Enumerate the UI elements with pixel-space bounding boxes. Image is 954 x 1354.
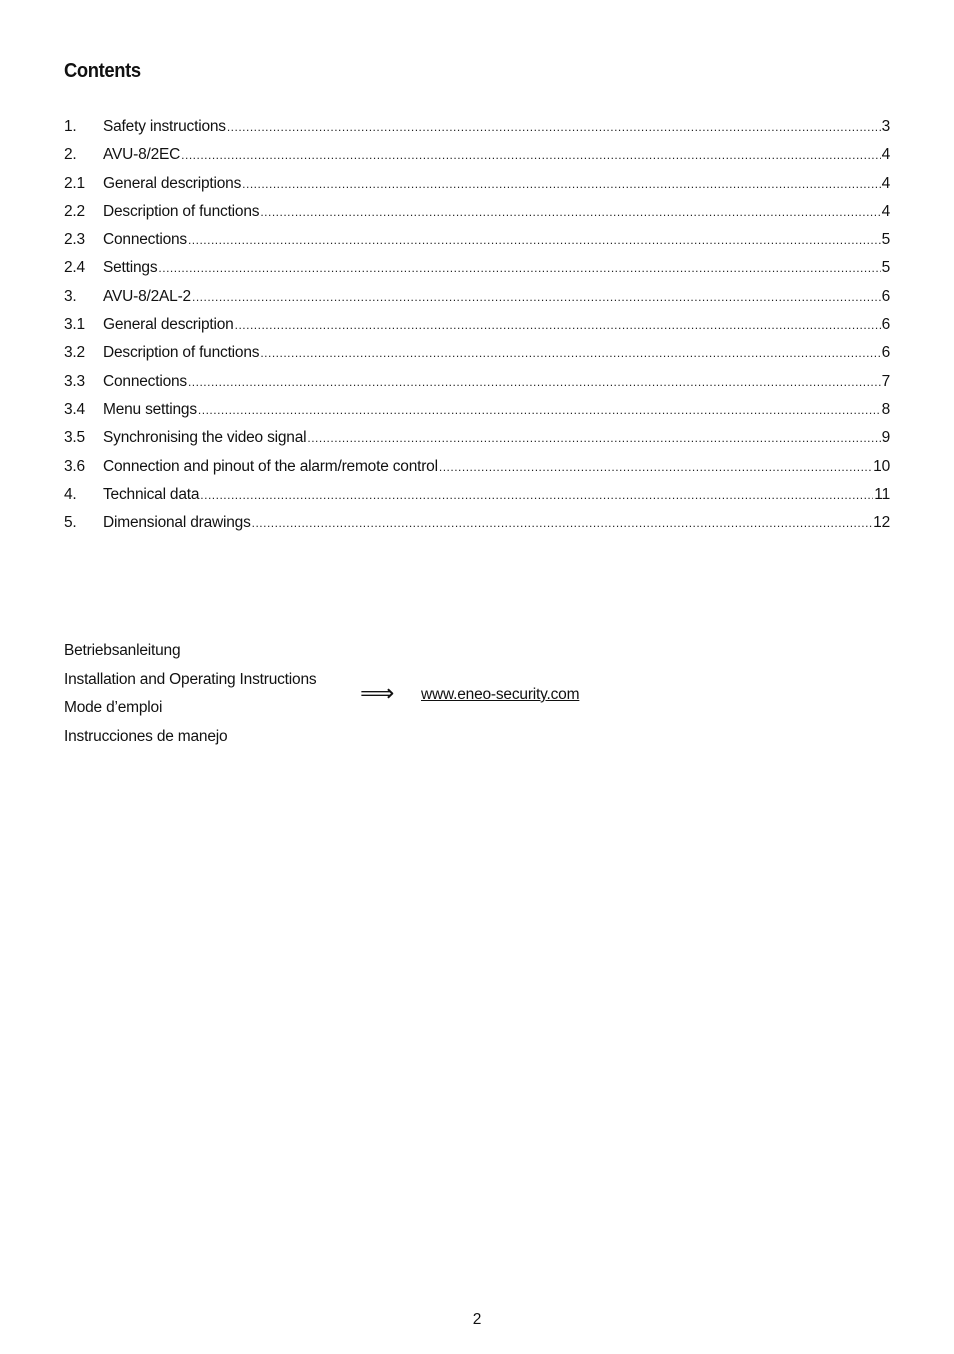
- toc-entry-number: 2.3: [64, 231, 85, 249]
- toc-entry-page: 6: [881, 344, 890, 362]
- page-title: Contents: [64, 60, 141, 82]
- toc-entry[interactable]: [64, 514, 890, 542]
- toc-entry-number: 3.1: [64, 316, 85, 334]
- toc-entry-page: 10: [873, 457, 890, 475]
- toc-entry-number: 3.3: [64, 372, 85, 390]
- toc-entry-number: 4.: [64, 485, 77, 503]
- dot-leader: [307, 431, 880, 445]
- toc-entry-number: 1.: [64, 118, 77, 135]
- toc-entry[interactable]: [64, 401, 890, 429]
- toc-entry-page: 12: [873, 514, 890, 532]
- toc-entry-title: Menu settings: [103, 400, 197, 418]
- toc-entry-title: Synchronising the video signal: [103, 429, 307, 447]
- right-arrow-icon: ⟹: [360, 680, 395, 707]
- manual-language-item: Installation and Operating Instructions: [64, 670, 317, 688]
- toc-entry[interactable]: [64, 486, 890, 514]
- manual-language-item: Instrucciones de manejo: [64, 727, 228, 745]
- dot-leader: [158, 261, 880, 275]
- toc-entry[interactable]: [64, 429, 890, 457]
- dot-leader: [235, 318, 881, 332]
- toc-entry-title: Technical data: [103, 485, 200, 503]
- toc-entry-title: Connection and pinout of the alarm/remote control: [103, 457, 438, 475]
- toc-entry-title: General description: [103, 316, 234, 334]
- toc-entry-title: General descriptions: [103, 174, 242, 192]
- toc-entry-page: 5: [881, 231, 890, 249]
- toc-entry[interactable]: [64, 175, 890, 203]
- website-link[interactable]: www.eneo-security.com: [421, 686, 580, 703]
- dot-leader: [227, 120, 881, 134]
- toc-entry-page: 3: [881, 118, 890, 135]
- toc-entry-title: Description of functions: [103, 202, 260, 220]
- table-of-contents: [64, 118, 890, 542]
- toc-entry[interactable]: [64, 458, 890, 486]
- toc-entry[interactable]: [64, 373, 890, 401]
- toc-entry-number: 5.: [64, 514, 77, 532]
- dot-leader: [200, 488, 873, 502]
- dot-leader: [181, 148, 880, 162]
- dot-leader: [192, 290, 881, 304]
- toc-entry[interactable]: [64, 146, 890, 174]
- dot-leader: [188, 233, 881, 247]
- dot-leader: [242, 177, 880, 191]
- toc-entry[interactable]: [64, 118, 890, 146]
- dot-leader: [439, 460, 872, 474]
- toc-entry-number: 3.4: [64, 400, 85, 418]
- toc-entry-number: 3.2: [64, 344, 85, 362]
- toc-entry-page: 8: [881, 400, 890, 418]
- toc-entry-title: Safety instructions: [103, 118, 226, 135]
- toc-entry-page: 6: [881, 287, 890, 305]
- dot-leader: [252, 516, 873, 530]
- toc-entry-title: Dimensional drawings: [103, 514, 251, 532]
- dot-leader: [188, 375, 881, 389]
- toc-entry-page: 11: [874, 485, 890, 503]
- toc-entry-page: 4: [881, 174, 890, 192]
- dot-leader: [198, 403, 881, 417]
- dot-leader: [260, 205, 880, 219]
- toc-entry-page: 6: [881, 316, 890, 334]
- page-number: 2: [472, 1311, 482, 1328]
- toc-entry-number: 2.2: [64, 202, 85, 220]
- toc-entry-title: Connections: [103, 231, 187, 249]
- toc-entry-page: 5: [881, 259, 890, 277]
- toc-entry[interactable]: [64, 203, 890, 231]
- toc-entry-number: 3.5: [64, 429, 85, 447]
- manual-language-item: Betriebsanleitung: [64, 642, 181, 659]
- toc-entry-number: 3.6: [64, 457, 85, 475]
- toc-entry[interactable]: [64, 344, 890, 372]
- toc-entry[interactable]: [64, 259, 890, 287]
- toc-entry-number: 2.4: [64, 259, 85, 277]
- manual-language-item: Mode d’emploi: [64, 699, 163, 716]
- toc-entry-title: Settings: [103, 259, 158, 277]
- toc-entry-page: 9: [881, 429, 890, 447]
- toc-entry-title: AVU-8/2AL-2: [103, 287, 191, 305]
- toc-entry-number: 3.: [64, 287, 77, 305]
- toc-entry[interactable]: [64, 316, 890, 344]
- toc-entry-title: Description of functions: [103, 344, 260, 362]
- toc-entry[interactable]: [64, 231, 890, 259]
- toc-entry-page: 4: [881, 202, 890, 220]
- toc-entry-page: 4: [881, 146, 890, 164]
- toc-entry-number: 2.: [64, 146, 77, 164]
- toc-entry-number: 2.1: [64, 174, 85, 192]
- toc-entry[interactable]: [64, 288, 890, 316]
- manual-languages-list: [64, 642, 316, 756]
- toc-entry-page: 7: [881, 372, 890, 390]
- toc-entry-title: Connections: [103, 372, 187, 390]
- toc-entry-title: AVU-8/2EC: [103, 146, 181, 164]
- dot-leader: [260, 346, 880, 360]
